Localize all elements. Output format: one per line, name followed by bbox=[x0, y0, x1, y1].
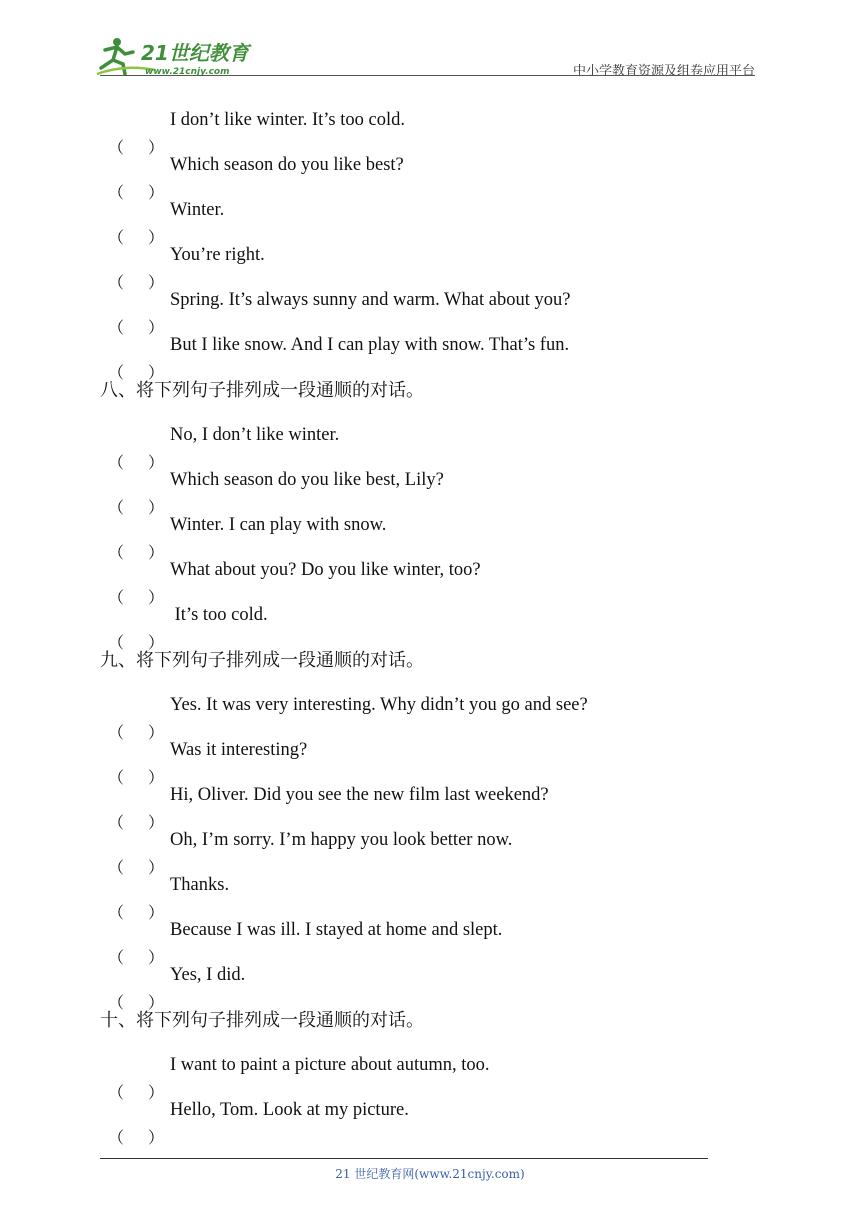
dialogue-item bbox=[100, 188, 760, 247]
dialogue-sentence: I don’t like winter. It’s too cold. bbox=[170, 110, 405, 130]
open-paren: （ bbox=[108, 318, 125, 337]
open-paren: （ bbox=[108, 813, 125, 832]
close-paren: ） bbox=[148, 723, 165, 742]
close-paren: ） bbox=[148, 903, 165, 922]
dialogue-item bbox=[100, 548, 760, 607]
dialogue-item bbox=[100, 818, 760, 877]
open-paren: （ bbox=[108, 633, 125, 652]
section-heading bbox=[100, 368, 760, 413]
footer-divider bbox=[100, 1158, 708, 1159]
open-paren: （ bbox=[108, 228, 125, 247]
dialogue-item bbox=[100, 593, 760, 652]
dialogue-sentence: Oh, I’m sorry. I’m happy you look better now. bbox=[170, 830, 513, 850]
dialogue-item bbox=[100, 98, 760, 157]
close-paren: ） bbox=[148, 1083, 165, 1102]
close-paren: ） bbox=[148, 453, 165, 472]
dialogue-item bbox=[100, 233, 760, 292]
open-paren: （ bbox=[108, 363, 125, 382]
close-paren: ） bbox=[148, 1128, 165, 1147]
dialogue-sentence: Which season do you like best? bbox=[170, 155, 404, 175]
open-paren: （ bbox=[108, 1083, 125, 1102]
dialogue-sentence: It’s too cold. bbox=[170, 605, 268, 625]
dialogue-sentence: Because I was ill. I stayed at home and slept. bbox=[170, 920, 503, 940]
logo-main-text: 21世纪教育 bbox=[141, 41, 249, 65]
header-platform-text: 中小学教育资源及组卷应用平台 bbox=[572, 64, 755, 79]
dialogue-sentence: Hello, Tom. Look at my picture. bbox=[170, 1100, 409, 1120]
section-heading-text: 十、将下列句子排列成一段通顺的对话。 bbox=[100, 1010, 424, 1031]
section-heading bbox=[100, 638, 760, 683]
open-paren: （ bbox=[108, 903, 125, 922]
dialogue-item bbox=[100, 1043, 760, 1102]
open-paren: （ bbox=[108, 183, 125, 202]
dialogue-item bbox=[100, 908, 760, 967]
dialogue-sentence: But I like snow. And I can play with snow. That’s fun. bbox=[170, 335, 570, 355]
close-paren: ） bbox=[148, 228, 165, 247]
close-paren: ） bbox=[148, 363, 165, 382]
dialogue-sentence: Yes. It was very interesting. Why didn’t you go and see? bbox=[170, 695, 588, 715]
worksheet-content bbox=[100, 98, 760, 1147]
dialogue-sentence: Winter. I can play with snow. bbox=[170, 515, 387, 535]
dialogue-sentence: I want to paint a picture about autumn, too. bbox=[170, 1055, 490, 1075]
dialogue-sentence: Which season do you like best, Lily? bbox=[170, 470, 444, 490]
close-paren: ） bbox=[148, 498, 165, 517]
open-paren: （ bbox=[108, 543, 125, 562]
dialogue-sentence: Hi, Oliver. Did you see the new film last weekend? bbox=[170, 785, 549, 805]
dialogue-item bbox=[100, 278, 760, 337]
dialogue-sentence: No, I don’t like winter. bbox=[170, 425, 340, 445]
close-paren: ） bbox=[148, 273, 165, 292]
dialogue-item bbox=[100, 143, 760, 202]
open-paren: （ bbox=[108, 993, 125, 1012]
section-heading-text: 九、将下列句子排列成一段通顺的对话。 bbox=[100, 650, 424, 671]
open-paren: （ bbox=[108, 138, 125, 157]
open-paren: （ bbox=[108, 588, 125, 607]
open-paren: （ bbox=[108, 768, 125, 787]
dialogue-item bbox=[100, 728, 760, 787]
close-paren: ） bbox=[148, 858, 165, 877]
header-divider bbox=[100, 75, 755, 76]
dialogue-sentence: What about you? Do you like winter, too? bbox=[170, 560, 481, 580]
dialogue-item bbox=[100, 863, 760, 922]
close-paren: ） bbox=[148, 588, 165, 607]
close-paren: ） bbox=[148, 993, 165, 1012]
close-paren: ） bbox=[148, 813, 165, 832]
dialogue-sentence: You’re right. bbox=[170, 245, 265, 265]
close-paren: ） bbox=[148, 768, 165, 787]
page-header bbox=[95, 30, 755, 78]
footer-text: 21 世纪教育网(www.21cnjy.com) bbox=[335, 1167, 525, 1181]
open-paren: （ bbox=[108, 498, 125, 517]
section-heading bbox=[100, 998, 760, 1043]
dialogue-item bbox=[100, 773, 760, 832]
dialogue-item bbox=[100, 683, 760, 742]
dialogue-item bbox=[100, 953, 760, 1012]
dialogue-item bbox=[100, 413, 760, 472]
close-paren: ） bbox=[148, 633, 165, 652]
open-paren: （ bbox=[108, 453, 125, 472]
open-paren: （ bbox=[108, 948, 125, 967]
dialogue-sentence: Yes, I did. bbox=[170, 965, 246, 985]
dialogue-item bbox=[100, 458, 760, 517]
close-paren: ） bbox=[148, 948, 165, 967]
close-paren: ） bbox=[148, 543, 165, 562]
dialogue-sentence: Thanks. bbox=[170, 875, 230, 895]
open-paren: （ bbox=[108, 273, 125, 292]
close-paren: ） bbox=[148, 183, 165, 202]
dialogue-sentence: Was it interesting? bbox=[170, 740, 308, 760]
close-paren: ） bbox=[148, 318, 165, 337]
logo-icon bbox=[95, 34, 265, 78]
open-paren: （ bbox=[108, 723, 125, 742]
dialogue-item bbox=[100, 323, 760, 382]
dialogue-item bbox=[100, 503, 760, 562]
logo-url-text: www.21cnjy.com bbox=[145, 67, 230, 77]
dialogue-sentence: Spring. It’s always sunny and warm. What about you? bbox=[170, 290, 571, 310]
open-paren: （ bbox=[108, 1128, 125, 1147]
open-paren: （ bbox=[108, 858, 125, 877]
dialogue-sentence: Winter. bbox=[170, 200, 225, 220]
section-heading-text: 八、将下列句子排列成一段通顺的对话。 bbox=[100, 380, 424, 401]
close-paren: ） bbox=[148, 138, 165, 157]
dialogue-item bbox=[100, 1088, 760, 1147]
